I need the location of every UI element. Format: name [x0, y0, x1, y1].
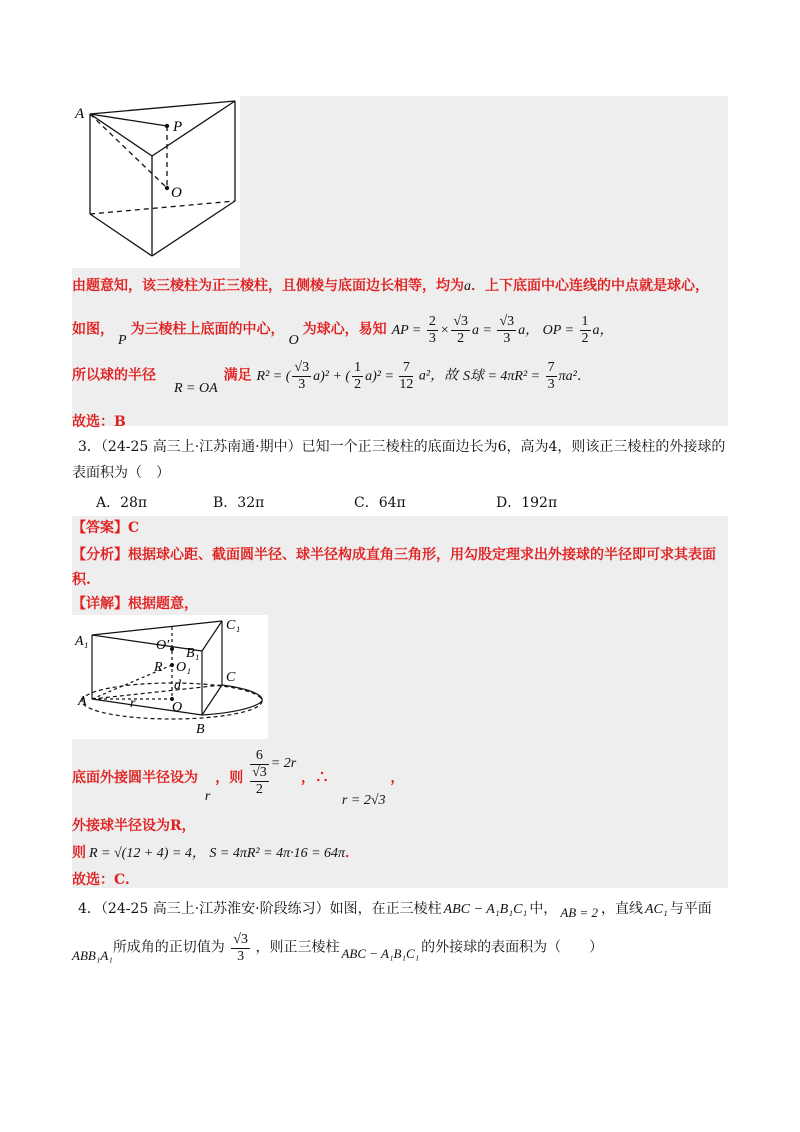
circumradius-line [72, 748, 404, 808]
label-O1p: O′ [156, 638, 170, 653]
R-calc: R = √(12 + 4) = 4 [89, 846, 192, 861]
r2-formula: R² = ( $\frac{√3}{3}$ a)² + ( $\frac{1}{2}$ a)² = $\frac{7}{12}$ [256, 360, 414, 392]
prism-figure-1 [72, 96, 240, 268]
sol-text: ，则 [215, 770, 244, 786]
comma: ， [390, 770, 405, 786]
sol-text: 底面外接圆半径设为 [72, 770, 198, 786]
answer-label: 【答案】C [72, 520, 140, 536]
solution-line-2 [72, 314, 614, 347]
label-A: A [75, 106, 85, 122]
solution-line-3 [72, 360, 591, 396]
sol-text: 如图， [72, 321, 114, 338]
question-3-stem-1: 3．（24-25 高三上·江苏南通·期中）已知一个正三棱柱的底面边长为6，高为4，则该正三棱柱的外接球的 [78, 439, 726, 455]
label-O1: O₁ [176, 660, 191, 675]
label-B1: B₁ [186, 646, 200, 661]
r2-end: a²，故 [418, 368, 459, 384]
ac1: AC₁ [644, 902, 668, 917]
answer-c: 故选：C. [72, 872, 130, 888]
therefore: ，∴ [301, 770, 330, 786]
sol-text: 为球心，易知 [302, 321, 387, 338]
sol-text: 为三棱柱上底面的中心， [130, 321, 285, 338]
prism-figure-2 [72, 615, 268, 739]
sol-text: ．上下底面中心连线的中点就是球心， [471, 278, 709, 294]
solution-line-1 [72, 276, 709, 297]
S-calc: ， S = 4πR² = 4π·16 = 64π [191, 846, 346, 861]
tan-value: $\frac{√3}{3}$ [233, 932, 248, 964]
calc-line [72, 843, 359, 864]
label-O: O [171, 185, 182, 201]
ab-eq: AB = 2 [560, 905, 598, 920]
label-r: r [130, 696, 136, 711]
var-r: r [204, 789, 211, 804]
sol-text: 满足 [223, 367, 252, 384]
sol-text: 由题意知，该三棱柱为正三棱柱，且侧棱与底面边长相等，均为 [72, 278, 464, 294]
question-4-stem-1: 4．（24-25 高三上·江苏淮安·阶段练习）如图，在正三棱柱 ABC − A₁B₁C₁ 中， AB = 2 ，直线 AC₁ 与平面 [78, 901, 712, 920]
answer-b: 故选：B [72, 414, 126, 430]
label-R: R [154, 660, 163, 675]
label-A1: A₁ [75, 634, 89, 649]
label-P: P [173, 119, 183, 135]
option-b: B．32π [213, 495, 265, 511]
circumradius-formula: $\frac{6}{\frac{√3}{2}}$ = 2r [252, 748, 297, 797]
var-a: a [464, 279, 471, 294]
label-C1: C₁ [226, 618, 241, 633]
prism-name-2: ABC − A₁B₁C₁ [341, 945, 420, 961]
option-c: C．64π [354, 495, 406, 511]
s-formula: S球 = 4πR² = $\frac{7}{3}$ πa²． [462, 360, 591, 392]
label-A: A [78, 694, 87, 709]
prism-name: ABC − A₁B₁C₁ [443, 902, 528, 917]
plane-name: ABB₁A₁ [72, 947, 113, 963]
op-formula: OP = $\frac{1}{2}$ a， [542, 314, 614, 346]
label-C: C [226, 670, 236, 685]
analysis-line-1: 【分析】根据球心距、截面圆半径、球半径构成直角三角形，用勾股定理求出外接球的半径即可求其表面 [72, 547, 716, 563]
question-4-stem-2: ABB₁A₁所成角的正切值为 $\frac{√3}{3}$ ，则正三棱柱 ABC − A₁B₁C₁ 的外接球的表面积为（ ） [72, 932, 604, 964]
question-3-stem-2: 表面积为（ ） [72, 465, 170, 481]
var-o: O [288, 332, 299, 348]
period: ． [345, 845, 360, 861]
sphere-radius-line: 外接球半径设为R， [72, 818, 196, 834]
label-d: d [174, 678, 181, 693]
ap-formula: AP = $\frac{2}{3}$ × $\frac{√3}{2}$ a = $\frac{√3}{3}$ a， [391, 314, 540, 346]
r-result: r = 2√3 [341, 793, 386, 808]
analysis-line-2: 积. [72, 572, 91, 588]
option-d: D．192π [496, 495, 558, 511]
sol-text: 则 [72, 845, 86, 861]
detail-label: 【详解】根据题意， [72, 596, 198, 612]
var-p: P [118, 332, 127, 348]
label-O: O [172, 700, 183, 715]
r-eq-oa: R = OA [174, 380, 218, 396]
label-B: B [196, 722, 205, 737]
option-a: A．28π [96, 495, 148, 511]
sol-text: 所以球的半径 [72, 367, 156, 384]
